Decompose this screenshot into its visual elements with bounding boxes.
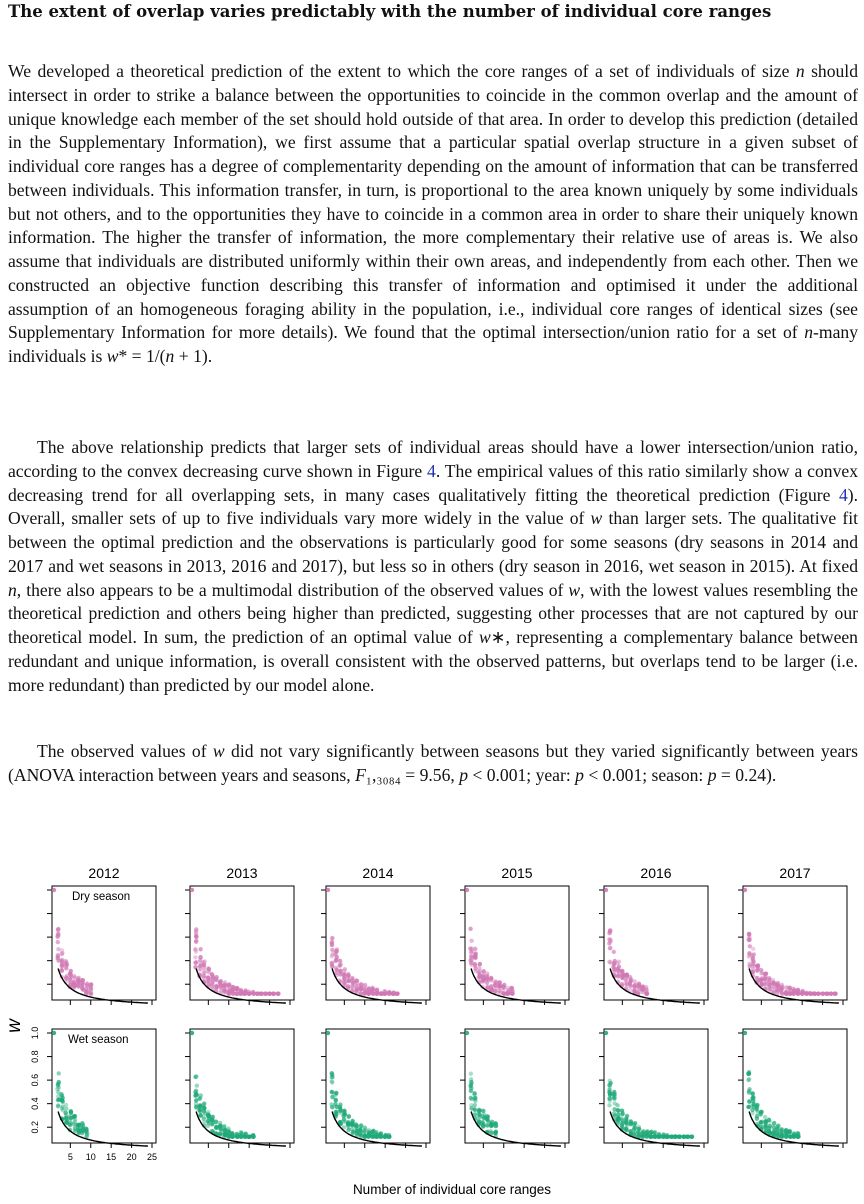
row-label-wet: Wet season: [68, 1034, 129, 1046]
data-point: [88, 991, 92, 995]
data-point: [363, 983, 367, 987]
data-point: [56, 1103, 60, 1107]
data-point: [206, 1124, 210, 1128]
data-point: [640, 987, 644, 991]
data-point: [616, 1108, 620, 1112]
data-point: [775, 1128, 779, 1132]
data-point: [465, 1031, 469, 1035]
data-point: [636, 1129, 640, 1133]
data-point: [485, 976, 489, 980]
data-point: [771, 1130, 775, 1134]
data-point: [625, 1114, 629, 1118]
data-point: [478, 962, 482, 966]
data-point: [607, 960, 611, 964]
data-point: [198, 947, 202, 951]
data-point: [493, 989, 497, 993]
data-point: [780, 985, 784, 989]
data-point: [476, 1119, 480, 1123]
data-point: [210, 1122, 214, 1126]
data-point: [608, 946, 612, 950]
data-point: [350, 1122, 354, 1126]
data-point: [193, 955, 197, 959]
data-point: [615, 1103, 619, 1107]
data-point: [55, 934, 59, 938]
panel-title: 2012: [88, 865, 120, 881]
data-point: [202, 966, 206, 970]
data-point: [218, 1132, 222, 1136]
data-point: [481, 1122, 485, 1126]
data-point: [469, 951, 473, 955]
y-tick-label: 0.4: [30, 1097, 40, 1110]
data-point: [214, 1120, 218, 1124]
data-point: [832, 991, 836, 995]
data-point: [493, 1121, 497, 1125]
data-point: [498, 980, 502, 984]
data-point: [190, 1031, 194, 1035]
data-point: [816, 991, 820, 995]
data-point: [326, 888, 330, 892]
x-axis-label: Number of individual core ranges: [352, 1182, 552, 1197]
data-point: [624, 973, 628, 977]
data-point: [632, 984, 636, 988]
data-point: [473, 947, 477, 951]
data-point: [607, 941, 611, 945]
data-point: [759, 1110, 763, 1114]
math-symbol: n: [165, 346, 175, 366]
data-point: [632, 1127, 636, 1131]
data-point: [469, 1089, 473, 1093]
data-point: [195, 1083, 199, 1087]
x-tick-label: 25: [146, 1152, 158, 1162]
data-point: [469, 1096, 473, 1100]
data-point: [346, 1115, 350, 1119]
data-point: [330, 1071, 334, 1075]
data-point: [607, 937, 611, 941]
data-point: [194, 935, 198, 939]
data-point: [755, 1116, 759, 1120]
data-point: [481, 1109, 485, 1113]
x-tick-label: 5: [67, 1152, 73, 1162]
data-point: [497, 984, 501, 988]
math-symbol: w: [212, 741, 225, 761]
data-point: [473, 962, 477, 966]
data-point: [481, 973, 485, 977]
data-point: [59, 1098, 63, 1102]
data-point: [68, 971, 72, 975]
y-tick-label: 0.6: [30, 1073, 40, 1087]
data-point: [276, 991, 280, 995]
data-point: [472, 1093, 476, 1097]
data-point: [747, 938, 751, 942]
math-symbol: n: [804, 322, 814, 343]
data-point: [624, 1120, 628, 1124]
data-point: [751, 947, 755, 951]
data-point: [608, 1081, 612, 1085]
data-point: [481, 1114, 485, 1118]
data-point: [251, 1134, 255, 1138]
panel-title: 2015: [501, 865, 533, 881]
paragraph-3: The observed values of w did not vary significantly between seasons but they varied significantly between years (ANOVA interaction between years and seasons, F₁,₃₀₈₄ = 9.56, p < 0.001; year: p < 0.001; season: p = 0.24).: [8, 741, 858, 785]
data-point: [330, 936, 334, 940]
math-symbol: w: [106, 346, 119, 366]
data-point: [747, 1087, 751, 1091]
data-point: [628, 975, 632, 979]
data-point: [509, 986, 513, 990]
data-point: [60, 948, 64, 952]
math-symbol: w: [479, 627, 491, 647]
data-point: [746, 1078, 750, 1082]
data-point: [653, 1130, 657, 1134]
data-point: [326, 1031, 330, 1035]
data-point: [612, 950, 616, 954]
data-point: [759, 1125, 763, 1129]
figure-4: [0, 858, 864, 1204]
data-point: [230, 1134, 234, 1138]
data-point: [485, 971, 489, 975]
data-point: [242, 1133, 246, 1137]
data-point: [69, 1109, 73, 1113]
data-point: [796, 1134, 800, 1138]
data-point: [608, 929, 612, 933]
data-point: [89, 986, 93, 990]
data-point: [56, 953, 60, 957]
data-point: [743, 1031, 747, 1035]
data-point: [771, 1124, 775, 1128]
data-point: [501, 984, 505, 988]
data-point: [648, 1131, 652, 1135]
data-point: [214, 985, 218, 989]
data-point: [84, 1127, 88, 1131]
data-point: [243, 991, 247, 995]
section-heading: The extent of overlap varies predictably with the number of individual core ranges: [8, 2, 772, 21]
data-point: [756, 964, 760, 968]
data-point: [80, 978, 84, 982]
math-symbol: p: [459, 764, 468, 785]
data-point: [607, 1090, 611, 1094]
data-point: [362, 1129, 366, 1133]
data-point: [624, 1128, 628, 1132]
data-point: [787, 991, 791, 995]
data-point: [624, 979, 628, 983]
data-point: [490, 1124, 494, 1128]
x-tick-label: 20: [126, 1152, 137, 1162]
data-point: [763, 975, 767, 979]
data-point: [350, 976, 354, 980]
data-point: [476, 970, 480, 974]
data-point: [469, 939, 473, 943]
data-point: [763, 1115, 767, 1119]
y-tick-label: 0.8: [30, 1050, 40, 1063]
figure-ref-link[interactable]: 4: [427, 460, 436, 481]
y-tick-label: 1.0: [30, 1026, 40, 1040]
paragraph-2: The above relationship predicts that larger sets of individual areas should have a lower intersection/union ratio, according to the convex decreasing curve shown in Figure 4. The empirical values of this ratio similarly show a convex decreasing trend for all overlapping sets, in many cases qualitatively fitting the theoretical prediction (Figure 4). Overall, smaller sets of up to five individuals vary more widely in the value of w than larger sets. The qualitative fit between the optimal prediction and the observations is particularly good for some seasons (dry seasons in 2014 and 2017 and wet seasons in 2013, 2016 and 2017), but less so in others (dry season in 2016, wet season in 2015). At fixed n, there also appears to be a multimodal distribution of the observed values of w, with the lowest values resembling the theoretical prediction and others being higher than predicted, suggesting other processes that are not captured by our theoretical model. In sum, the prediction of an optimal value of w∗, representing a complementary balance between redundant and unique information, is overall consistent with the observed patterns, but overlaps tend to be larger (i.e. more redundant) than predicted by our model alone.: [8, 437, 858, 695]
math-symbol: n: [795, 61, 805, 81]
panel-title: 2013: [226, 865, 258, 881]
data-point: [194, 1074, 198, 1078]
data-point: [477, 1109, 481, 1113]
data-point: [752, 952, 756, 956]
data-point: [747, 954, 751, 958]
data-point: [510, 991, 514, 995]
data-point: [210, 972, 214, 976]
data-point: [775, 983, 779, 987]
panel-frame: [465, 1029, 569, 1143]
y-tick-label: 0.2: [30, 1120, 40, 1134]
data-point: [780, 1132, 784, 1136]
data-point: [218, 1124, 222, 1128]
data-point: [828, 991, 832, 995]
data-point: [197, 1108, 201, 1112]
data-point: [63, 1111, 67, 1115]
data-point: [387, 1134, 391, 1138]
data-point: [767, 985, 771, 989]
data-point: [612, 1111, 616, 1115]
data-point: [485, 980, 489, 984]
data-point: [330, 1090, 334, 1094]
data-point: [346, 972, 350, 976]
data-point: [747, 1070, 751, 1074]
data-point: [338, 959, 342, 963]
data-point: [195, 1093, 199, 1097]
data-point: [342, 1109, 346, 1113]
data-point: [222, 989, 226, 993]
data-point: [820, 991, 824, 995]
data-point: [473, 1107, 477, 1111]
data-point: [235, 988, 239, 992]
data-point: [788, 1130, 792, 1134]
data-point: [633, 1121, 637, 1125]
data-point: [343, 967, 347, 971]
data-point: [362, 988, 366, 992]
data-point: [469, 1072, 473, 1076]
data-point: [330, 962, 334, 966]
data-point: [771, 981, 775, 985]
math-symbol: w: [590, 508, 603, 529]
data-point: [330, 1075, 334, 1079]
data-point: [197, 1103, 201, 1107]
panel-frame: [604, 1029, 708, 1143]
data-point: [334, 966, 338, 970]
math-symbol: w: [568, 579, 581, 600]
panel-frame: [52, 1029, 156, 1143]
data-point: [56, 1071, 60, 1075]
figure-ref-link[interactable]: 4: [838, 484, 848, 505]
data-point: [64, 962, 68, 966]
data-point: [198, 955, 202, 959]
data-point: [202, 1109, 206, 1113]
data-point: [383, 1134, 387, 1138]
data-point: [607, 1103, 611, 1107]
x-tick-label: 10: [85, 1152, 96, 1162]
data-point: [339, 962, 343, 966]
data-point: [754, 1104, 758, 1108]
data-point: [198, 1096, 202, 1100]
math-symbol: F: [355, 764, 366, 785]
data-point: [747, 932, 751, 936]
data-point: [56, 928, 60, 932]
panel-title: 2016: [640, 865, 672, 881]
data-point: [194, 939, 198, 943]
data-point: [669, 1134, 673, 1138]
data-point: [611, 1095, 615, 1099]
data-point: [465, 888, 469, 892]
math-symbol: p: [707, 764, 717, 785]
data-point: [612, 1090, 616, 1094]
data-point: [271, 991, 275, 995]
data-point: [784, 1134, 788, 1138]
data-point: [64, 1103, 68, 1107]
data-point: [620, 1111, 624, 1115]
data-point: [661, 1134, 665, 1138]
data-point: [750, 1103, 754, 1107]
data-point: [505, 991, 509, 995]
data-point: [334, 1091, 338, 1095]
math-symbol: n: [8, 579, 17, 600]
data-point: [206, 968, 210, 972]
data-point: [750, 1092, 754, 1096]
data-point: [362, 991, 366, 995]
data-point: [330, 940, 334, 944]
data-point: [193, 961, 197, 965]
data-point: [190, 888, 194, 892]
data-point: [743, 888, 747, 892]
data-point: [489, 978, 493, 982]
data-point: [747, 1099, 751, 1103]
data-point: [468, 927, 472, 931]
data-point: [494, 1130, 498, 1134]
data-point: [201, 974, 205, 978]
data-point: [206, 1110, 210, 1114]
data-point: [358, 1126, 362, 1130]
data-point: [354, 981, 358, 985]
data-point: [473, 952, 477, 956]
data-point: [370, 1130, 374, 1134]
data-point: [334, 1112, 338, 1116]
data-point: [56, 1083, 60, 1087]
data-point: [395, 991, 399, 995]
data-point: [246, 990, 250, 994]
data-point: [68, 977, 72, 981]
data-point: [751, 1095, 755, 1099]
data-point: [68, 1117, 72, 1121]
data-point: [665, 1134, 669, 1138]
data-point: [779, 1128, 783, 1132]
data-point: [52, 1031, 56, 1035]
data-point: [330, 1080, 334, 1084]
data-point: [604, 1031, 608, 1035]
data-point: [80, 1121, 84, 1125]
data-point: [52, 888, 56, 892]
data-point: [333, 1097, 337, 1101]
data-point: [473, 1103, 477, 1107]
math-symbol: p: [575, 764, 584, 785]
data-point: [56, 940, 60, 944]
data-point: [194, 930, 198, 934]
data-point: [84, 1134, 88, 1138]
data-point: [607, 1097, 611, 1101]
data-point: [64, 1107, 68, 1111]
data-point: [468, 946, 472, 950]
data-point: [219, 979, 223, 983]
data-point: [469, 1077, 473, 1081]
data-point: [620, 969, 624, 973]
paragraph-1: We developed a theoretical prediction of the extent to which the core ranges of a set of individuals of size n should intersect in order to strike a balance between the opportunities to coincide in the common overlap and the amount of unique knowledge each member of the set should hold outside of that area. In order to develop this prediction (detailed in the Supplementary Information), we first assume that a particular spatial overlap structure in a given subset of individual core ranges has a degree of complementarity depending on the amount of information that can be transferred between individuals. This information transfer, in turn, is proportional to the area known uniquely by some individuals but not others, and to the opportunities they have to coincide in a common area in order to share their uniquely known information. The higher the transfer of information, the more complementary their relative use of areas is. We also assume that individuals are distributed uniformly within their own areas, and independently from each other. Then we constructed an objective function describing this transfer of information and optimised it under the additional assumption of an homogeneous foraging ability in the population, i.e., individual core ranges of identical sizes (see Supplementary Information for more details). We found that the optimal intersection/union ratio for a set of n-many individuals is w* = 1/(n + 1).: [8, 61, 858, 366]
x-tick-label: 15: [106, 1152, 117, 1162]
data-point: [611, 966, 615, 970]
data-point: [477, 966, 481, 970]
data-point: [637, 982, 641, 986]
data-point: [194, 950, 198, 954]
panel-title: 2017: [779, 865, 811, 881]
data-point: [338, 970, 342, 974]
data-point: [72, 1114, 76, 1118]
data-point: [644, 988, 648, 992]
data-point: [346, 1121, 350, 1125]
data-point: [501, 991, 505, 995]
data-point: [632, 1132, 636, 1136]
data-point: [338, 1102, 342, 1106]
data-point: [493, 982, 497, 986]
data-point: [751, 959, 755, 963]
data-point: [796, 991, 800, 995]
data-point: [80, 1126, 84, 1130]
data-point: [767, 976, 771, 980]
y-axis-label: w: [4, 1019, 25, 1033]
data-point: [59, 968, 63, 972]
data-point: [374, 1134, 378, 1138]
data-point: [615, 961, 619, 965]
data-point: [690, 1134, 694, 1138]
data-point: [768, 1119, 772, 1123]
data-point: [497, 989, 501, 993]
data-point: [750, 1108, 754, 1112]
data-point: [681, 1134, 685, 1138]
row-label-dry: Dry season: [72, 891, 131, 903]
panel-title: 2014: [362, 865, 394, 881]
data-point: [202, 1117, 206, 1121]
data-point: [755, 976, 759, 980]
data-point: [604, 888, 608, 892]
data-point: [59, 1092, 63, 1096]
data-point: [677, 1134, 681, 1138]
data-point: [375, 988, 379, 992]
